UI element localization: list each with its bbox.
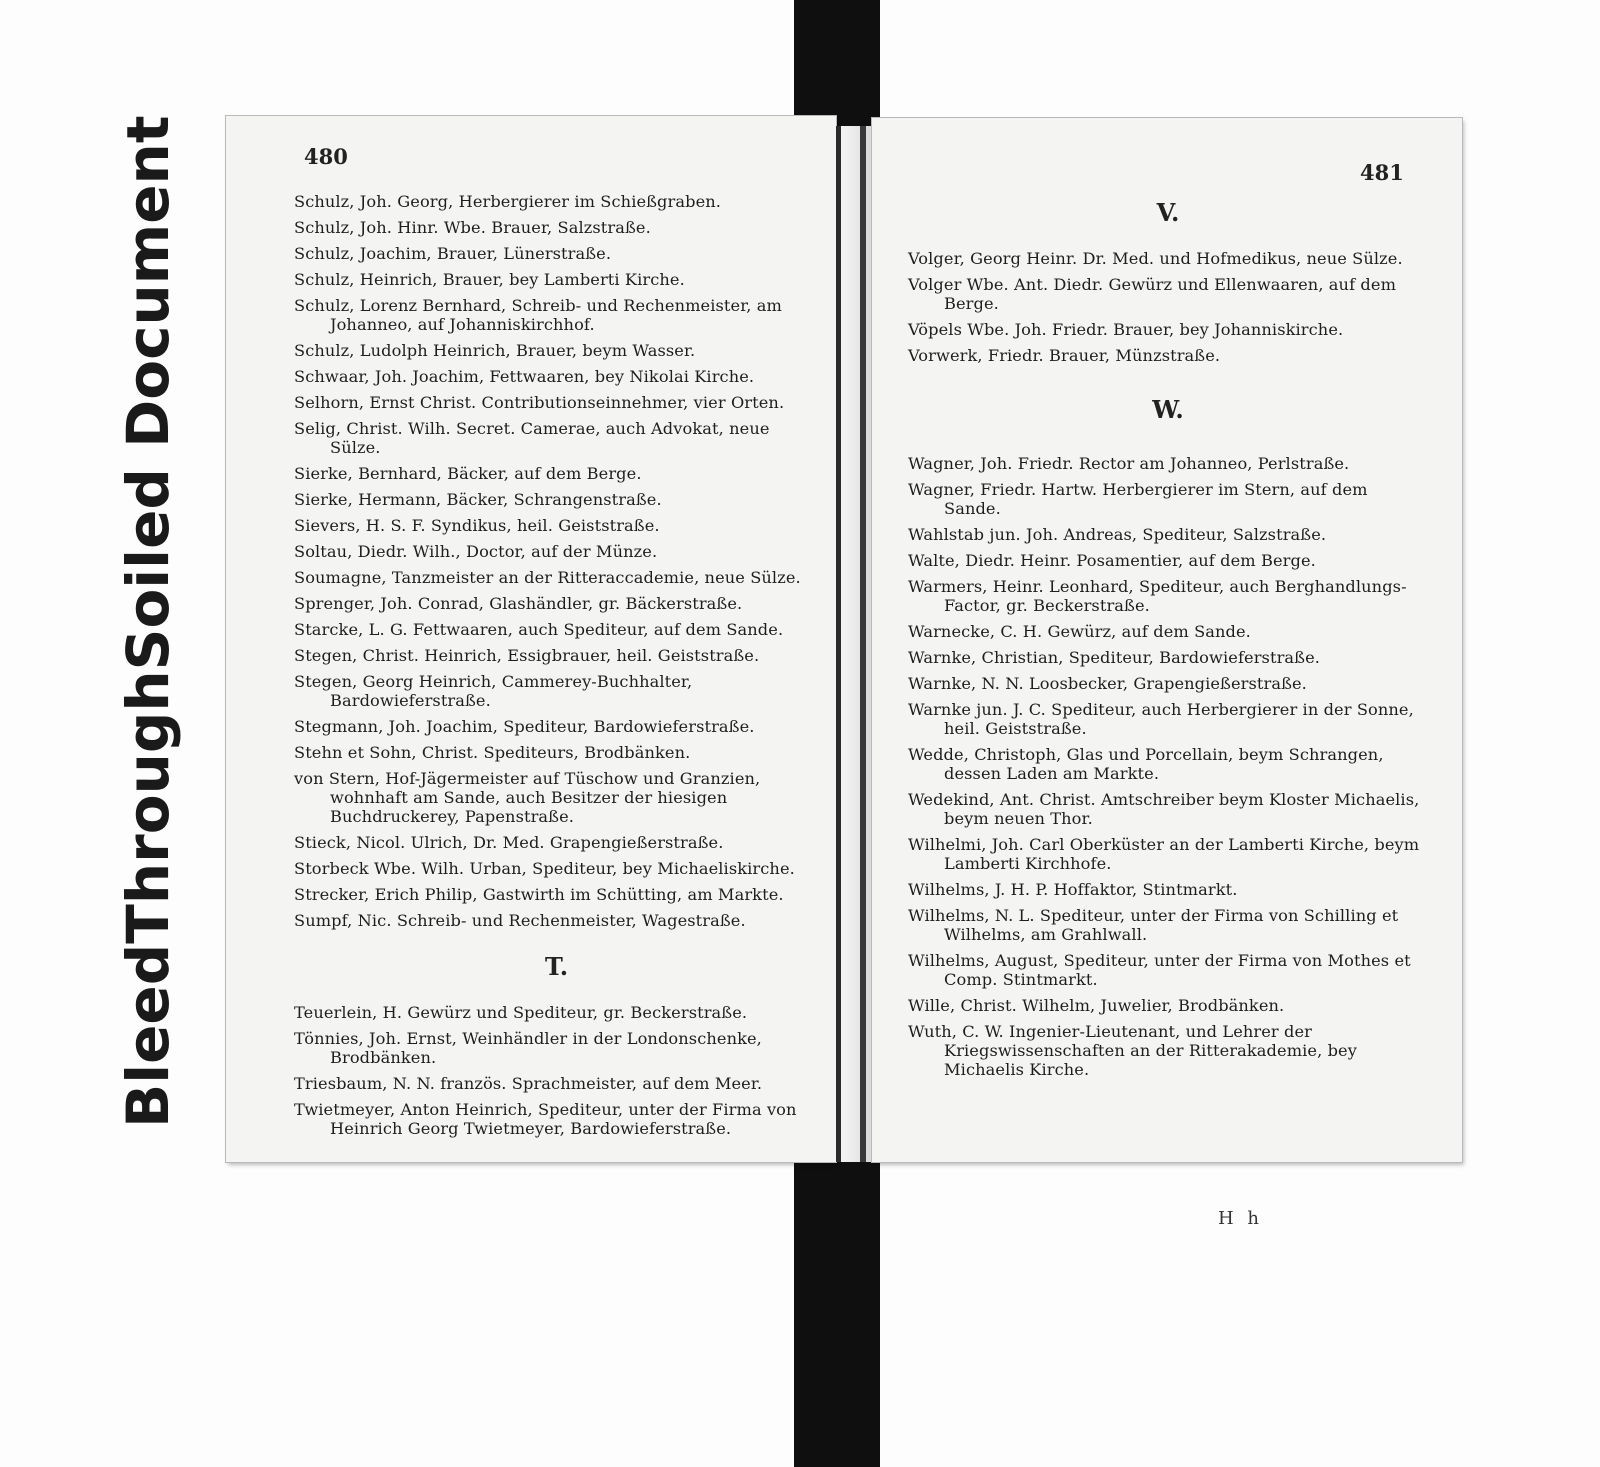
- directory-entry: Volger, Georg Heinr. Dr. Med. und Hofmedikus, neue Sülze.: [908, 249, 1403, 268]
- directory-entry: Wilhelmi, Joh. Carl Oberküster an der Lamberti Kirche, beym Lamberti Kirchhofe.: [908, 835, 1420, 873]
- directory-entry: Vorwerk, Friedr. Brauer, Münzstraße.: [908, 346, 1221, 365]
- left-entries: [294, 192, 819, 1145]
- directory-entry: Walte, Diedr. Heinr. Posamentier, auf dem Berge.: [908, 551, 1316, 570]
- section-heading-t: T.: [544, 952, 569, 981]
- bookmark-ribbon-bottom: [794, 1160, 880, 1467]
- directory-entry: Schulz, Lorenz Bernhard, Schreib- und Rechenmeister, am Johanneo, auf Johanniskirchhof.: [294, 296, 782, 334]
- signature-mark: H h: [1218, 1208, 1264, 1229]
- directory-entry: Wedde, Christoph, Glas und Porcellain, beym Schrangen, dessen Laden am Markte.: [908, 745, 1384, 783]
- section-heading-w: W.: [1152, 395, 1184, 424]
- directory-entry: Stieck, Nicol. Ulrich, Dr. Med. Grapengießerstraße.: [294, 833, 724, 852]
- directory-entry: Sumpf, Nic. Schreib- und Rechenmeister, Wagestraße.: [294, 911, 746, 930]
- directory-entry: Selhorn, Ernst Christ. Contributionseinnehmer, vier Orten.: [294, 393, 785, 412]
- directory-entry: Storbeck Wbe. Wilh. Urban, Spediteur, bey Michaeliskirche.: [294, 859, 795, 878]
- directory-entry: Stehn et Sohn, Christ. Spediteurs, Brodbänken.: [294, 743, 691, 762]
- directory-entry: von Stern, Hof-Jägermeister auf Tüschow und Granzien, wohnhaft am Sande, auch Besitzer der hiesigen Buchdruckerey, Papenstraße.: [294, 769, 761, 826]
- directory-entry: Tönnies, Joh. Ernst, Weinhändler in der Londonschenke, Brodbänken.: [294, 1029, 762, 1067]
- directory-entry: Soumagne, Tanzmeister an der Ritteraccademie, neue Sülze.: [294, 568, 801, 587]
- right-page-number: 481: [1360, 160, 1404, 185]
- directory-entry: Warnke, Christian, Spediteur, Bardowieferstraße.: [908, 648, 1320, 667]
- directory-entry: Sierke, Bernhard, Bäcker, auf dem Berge.: [294, 464, 642, 483]
- directory-entry: Starcke, L. G. Fettwaaren, auch Spediteur, auf dem Sande.: [294, 620, 784, 639]
- directory-entry: Selig, Christ. Wilh. Secret. Camerae, auch Advokat, neue Sülze.: [294, 419, 770, 457]
- left-page: [226, 116, 836, 1162]
- section-heading-v: V.: [1156, 198, 1180, 227]
- directory-entry: Wille, Christ. Wilhelm, Juwelier, Brodbänken.: [908, 996, 1285, 1015]
- directory-entry: Schulz, Heinrich, Brauer, bey Lamberti Kirche.: [294, 270, 685, 289]
- directory-entry: Wedekind, Ant. Christ. Amtschreiber beym Kloster Michaelis, beym neuen Thor.: [908, 790, 1420, 828]
- directory-entry: Sievers, H. S. F. Syndikus, heil. Geiststraße.: [294, 516, 660, 535]
- directory-entry: Schulz, Ludolph Heinrich, Brauer, beym Wasser.: [294, 341, 696, 360]
- directory-entry: Warnke, N. N. Loosbecker, Grapengießerstraße.: [908, 674, 1307, 693]
- right-page: [872, 118, 1462, 1229]
- directory-entry: Teuerlein, H. Gewürz und Spediteur, gr. Beckerstraße.: [294, 1003, 748, 1022]
- book-gutter: [836, 126, 872, 1162]
- directory-entry: Sierke, Hermann, Bäcker, Schrangenstraße.: [294, 490, 662, 509]
- directory-entry: Volger Wbe. Ant. Diedr. Gewürz und Ellenwaaren, auf dem Berge.: [908, 275, 1397, 313]
- side-label: [108, 115, 188, 1128]
- directory-entry: Soltau, Diedr. Wilh., Doctor, auf der Münze.: [294, 542, 658, 561]
- directory-entry: Stegmann, Joh. Joachim, Spediteur, Bardowieferstraße.: [294, 717, 755, 736]
- directory-entry: Wilhelms, August, Spediteur, unter der Firma von Mothes et Comp. Stintmarkt.: [908, 951, 1411, 989]
- directory-entry: Wagner, Joh. Friedr. Rector am Johanneo, Perlstraße.: [908, 454, 1350, 473]
- directory-entry: Vöpels Wbe. Joh. Friedr. Brauer, bey Johanniskirche.: [908, 320, 1344, 339]
- directory-entry: Wilhelms, J. H. P. Hoffaktor, Stintmarkt.: [908, 880, 1238, 899]
- directory-entry: Stegen, Georg Heinrich, Cammerey-Buchhalter, Bardowieferstraße.: [294, 672, 693, 710]
- directory-entry: Warnke jun. J. C. Spediteur, auch Herbergierer in der Sonne, heil. Geiststraße.: [908, 700, 1414, 738]
- directory-entry: Sprenger, Joh. Conrad, Glashändler, gr. Bäckerstraße.: [294, 594, 743, 613]
- directory-entry: Wagner, Friedr. Hartw. Herbergierer im Stern, auf dem Sande.: [908, 480, 1368, 518]
- directory-entry: Schulz, Joh. Hinr. Wbe. Brauer, Salzstraße.: [294, 218, 651, 237]
- directory-entry: Schwaar, Joh. Joachim, Fettwaaren, bey Nikolai Kirche.: [294, 367, 755, 386]
- directory-entry: Warmers, Heinr. Leonhard, Spediteur, auch Berghandlungs-Factor, gr. Beckerstraße.: [908, 577, 1407, 615]
- side-label-word-through: Through: [114, 670, 182, 944]
- directory-entry: Wilhelms, N. L. Spediteur, unter der Firma von Schilling et Wilhelms, am Grahlwall.: [908, 906, 1399, 944]
- side-label-word-soiled-document: Soiled Document: [114, 115, 182, 671]
- directory-entry: Stegen, Christ. Heinrich, Essigbrauer, heil. Geiststraße.: [294, 646, 760, 665]
- left-page-number: 480: [304, 144, 348, 169]
- side-label-word-bleed: Bleed: [114, 943, 182, 1128]
- directory-entry: Triesbaum, N. N. französ. Sprachmeister, auf dem Meer.: [294, 1074, 763, 1093]
- directory-entry: Warnecke, C. H. Gewürz, auf dem Sande.: [908, 622, 1251, 641]
- directory-entry: Wuth, C. W. Ingenier-Lieutenant, und Lehrer der Kriegswissenschaften an der Ritterakademie, bey Michaelis Kirche.: [908, 1022, 1357, 1079]
- bookmark-ribbon-top: [794, 0, 880, 128]
- directory-entry: Schulz, Joh. Georg, Herbergierer im Schießgraben.: [294, 192, 722, 211]
- directory-entry: Strecker, Erich Philip, Gastwirth im Schütting, am Markte.: [294, 885, 784, 904]
- right-entries: [908, 194, 1428, 1086]
- directory-entry: Wahlstab jun. Joh. Andreas, Spediteur, Salzstraße.: [908, 525, 1327, 544]
- directory-entry: Schulz, Joachim, Brauer, Lünerstraße.: [294, 244, 612, 263]
- directory-entry: Twietmeyer, Anton Heinrich, Spediteur, unter der Firma von Heinrich Georg Twietmeyer, Bardowieferstraße.: [294, 1100, 797, 1138]
